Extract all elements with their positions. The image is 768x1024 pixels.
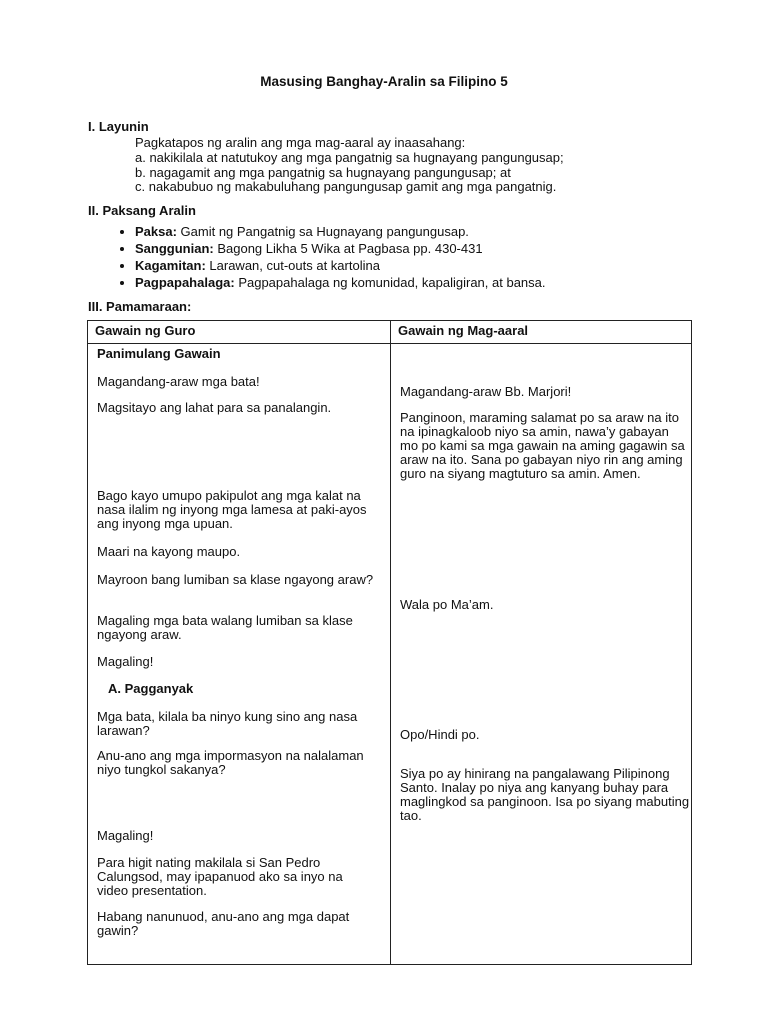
- topic-list: [97, 223, 735, 291]
- topic-label: Paksa:: [135, 224, 177, 239]
- teacher-cell: [88, 344, 391, 965]
- topic-item: [135, 257, 735, 274]
- objective-item: c. nakabubuo ng makabuluhang pangungusap gamit ang mga pangatnig.: [135, 179, 557, 194]
- topic-label: Kagamitan:: [135, 258, 206, 273]
- topic-text: Larawan, cut-outs at kartolina: [205, 258, 380, 273]
- topic-item: [135, 240, 735, 257]
- teacher-text: Panimulang Gawain: [97, 346, 221, 361]
- student-text: Magandang-araw Bb. Marjori!: [400, 384, 572, 399]
- teacher-text: Magandang-araw mga bata!: [97, 374, 260, 389]
- topic-text: Bagong Likha 5 Wika at Pagbasa pp. 430-431: [213, 241, 483, 256]
- teacher-text: Bago kayo umupo pakipulot ang mga kalat na nasa ilalim ng inyong mga lamesa at paki-ayos ang inyong mga upuan.: [97, 488, 367, 531]
- topic-label: Sanggunian:: [135, 241, 214, 256]
- teacher-text: Mga bata, kilala ba ninyo kung sino ang nasa larawan?: [97, 709, 358, 738]
- teacher-text: Habang nanunuod, anu-ano ang mga dapat gawin?: [97, 909, 350, 938]
- objectives-intro: Pagkatapos ng aralin ang mga mag-aaral ay inaasahang:: [135, 135, 466, 150]
- section-objectives-heading: I. Layunin: [88, 119, 149, 134]
- table-row: [88, 344, 692, 965]
- teacher-text: Magsitayo ang lahat para sa panalangin.: [97, 400, 332, 415]
- student-text: Wala po Ma’am.: [400, 597, 494, 612]
- teacher-text: Anu-ano ang mga impormasyon na nalalaman niyo tungkol sakanya?: [97, 748, 364, 777]
- topic-item: [135, 274, 735, 291]
- document-title: Masusing Banghay-Aralin sa Filipino 5: [260, 74, 508, 89]
- student-text: Panginoon, maraming salamat po sa araw na ito na ipinagkaloob niyo sa amin, nawa’y gabayan mo po kami sa mga gawain na aming gagawin sa araw na ito. Sana po gabayan niyo rin ang aming guro na siyang magtuturo sa amin. Amen.: [400, 410, 685, 481]
- procedure-table: [87, 320, 692, 965]
- student-text: Siya po ay hinirang na pangalawang Pilipinong Santo. Inalay po niya ang kanyang buhay para maglingkod sa panginoon. Isa po siyang mabuting tao.: [400, 766, 690, 823]
- teacher-text: Para higit nating makilala si San Pedro Calungsod, may ipapanuod ako sa inyo na video presentation.: [97, 855, 343, 898]
- student-column-header: Gawain ng Mag-aaral: [391, 321, 692, 344]
- section-topic-heading: II. Paksang Aralin: [88, 203, 196, 218]
- teacher-text: Magaling!: [97, 654, 154, 669]
- student-text: Opo/Hindi po.: [400, 727, 480, 742]
- section-procedure-heading: III. Pamamaraan:: [88, 299, 192, 314]
- objective-item: a. nakikilala at natutukoy ang mga pangatnig sa hugnayang pangungusap;: [135, 150, 564, 165]
- teacher-text: Magaling mga bata walang lumiban sa klase ngayong araw.: [97, 613, 353, 642]
- teacher-text: Mayroon bang lumiban sa klase ngayong araw?: [97, 572, 374, 587]
- topic-item: [135, 223, 735, 240]
- topic-label: Pagpapahalaga:: [135, 275, 235, 290]
- student-cell: [391, 344, 692, 965]
- teacher-text: Maari na kayong maupo.: [97, 544, 241, 559]
- teacher-column-header: Gawain ng Guro: [88, 321, 391, 344]
- topic-text: Gamit ng Pangatnig sa Hugnayang pangungusap.: [176, 224, 469, 239]
- table-header-row: [88, 321, 692, 344]
- subheading-pagganyak: A. Pagganyak: [108, 681, 194, 696]
- teacher-text: Magaling!: [97, 828, 154, 843]
- objective-item: b. nagagamit ang mga pangatnig sa hugnayang pangungusap; at: [135, 165, 511, 180]
- topic-text: Pagpapahalaga ng komunidad, kapaligiran, at bansa.: [234, 275, 546, 290]
